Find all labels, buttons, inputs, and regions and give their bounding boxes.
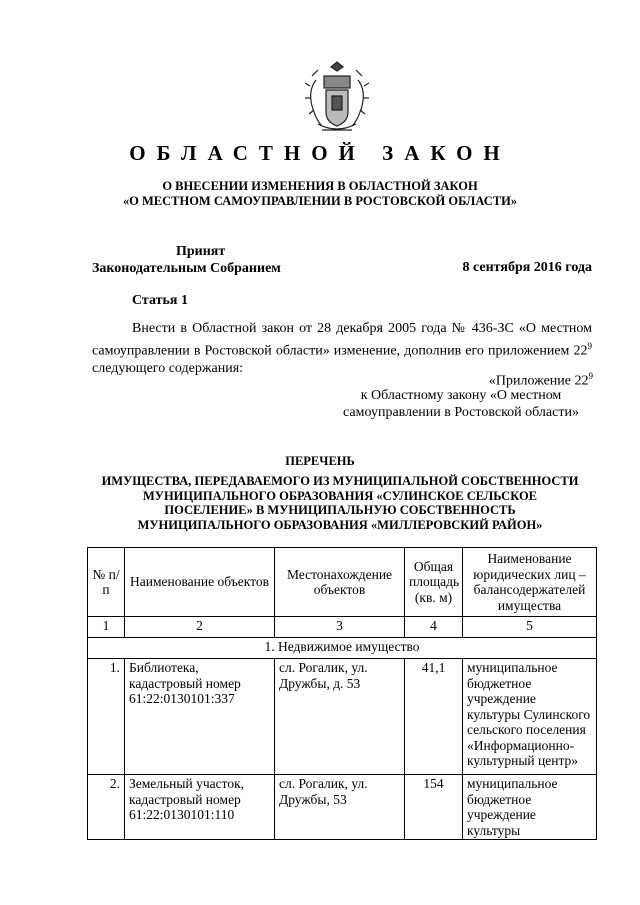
document-subtitle <box>60 179 580 209</box>
row-number: 1. <box>88 659 125 775</box>
row-area: 41,1 <box>405 659 463 775</box>
article-text-part1: Внести в Областной закон от 28 декабря 2005 года № 436-ЗС «О местном самоуправлении в Ростовской области» изменение, дополнив его приложением 22 <box>92 321 592 359</box>
column-number: 4 <box>405 617 463 638</box>
header-cell: Наименование объектов <box>125 548 275 617</box>
coat-of-arms-emblem <box>302 58 372 138</box>
section-title: 1. Недвижимое имущество <box>88 638 597 659</box>
list-subtitle-line: МУНИЦИПАЛЬНОГО ОБРАЗОВАНИЯ «МИЛЛЕРОВСКИЙ РАЙОН» <box>137 517 543 532</box>
article-text-sup: 9 <box>587 340 592 351</box>
annex-line3: самоуправлении в Ростовской области» <box>343 405 579 420</box>
row-location: сл. Рогалик, ул. Дружбы, 53 <box>275 775 405 840</box>
header-cell: № п/п <box>88 548 125 617</box>
row-location: сл. Рогалик, ул. Дружбы, д. 53 <box>275 659 405 775</box>
article-heading: Статья 1 <box>132 293 188 308</box>
row-holder: муниципальное бюджетное учреждение культуры Сулинского сельского поселения «Информационно-культурный центр» <box>463 659 597 775</box>
annex-sup: 9 <box>588 371 593 381</box>
adoption-block <box>92 243 312 279</box>
annex-line1: «Приложение 22 <box>488 373 589 389</box>
row-area: 154 <box>405 775 463 840</box>
list-subtitle-line: ПОСЕЛЕНИЕ» В МУНИЦИПАЛЬНУЮ СОБСТВЕННОСТЬ <box>164 503 516 517</box>
column-number-row <box>88 617 597 638</box>
adopted-label: Принят <box>176 244 226 259</box>
adoption-date: 8 сентября 2016 года <box>462 260 592 275</box>
list-subtitle-line: ИМУЩЕСТВА, ПЕРЕДАВАЕМОГО ИЗ МУНИЦИПАЛЬНОЙ СОБСТВЕННОСТИ <box>101 474 579 488</box>
property-table <box>87 547 597 840</box>
header-cell: Местонахождение объектов <box>275 548 405 617</box>
row-number: 2. <box>88 775 125 840</box>
column-number: 5 <box>463 617 597 638</box>
column-number: 1 <box>88 617 125 638</box>
header-cell: Наименование юридических лиц – балансодержателей имущества <box>463 548 597 617</box>
table-row <box>88 659 597 775</box>
row-holder: муниципальное бюджетное учреждение культуры <box>463 775 597 840</box>
table-row <box>88 775 597 840</box>
subtitle-line: О ВНЕСЕНИИ ИЗМЕНЕНИЯ В ОБЛАСТНОЙ ЗАКОН <box>162 179 478 193</box>
document-title: ОБЛАСТНОЙ ЗАКОН <box>129 141 511 165</box>
row-name: Земельный участок, кадастровый номер 61:22:0130101:110 <box>125 775 275 840</box>
column-number: 2 <box>125 617 275 638</box>
section-row <box>88 638 597 659</box>
subtitle-line: «О МЕСТНОМ САМОУПРАВЛЕНИИ В РОСТОВСКОЙ ОБЛАСТИ» <box>122 194 518 208</box>
list-subtitle-line: МУНИЦИПАЛЬНОГО ОБРАЗОВАНИЯ «СУЛИНСКОЕ СЕЛЬСКОЕ <box>142 488 538 503</box>
article-text-part2: следующего содержания: <box>92 360 244 376</box>
table-header-row <box>88 548 597 617</box>
column-number: 3 <box>275 617 405 638</box>
adopted-by: Законодательным Собранием <box>92 261 281 276</box>
row-name: Библиотека, кадастровый номер 61:22:0130101:337 <box>125 659 275 775</box>
list-subtitle <box>80 474 600 532</box>
annex-line2: к Областному закону «О местном <box>360 388 562 403</box>
list-title: ПЕРЕЧЕНЬ <box>285 454 355 468</box>
header-cell: Общая площадь (кв. м) <box>405 548 463 617</box>
annex-reference <box>330 387 592 421</box>
